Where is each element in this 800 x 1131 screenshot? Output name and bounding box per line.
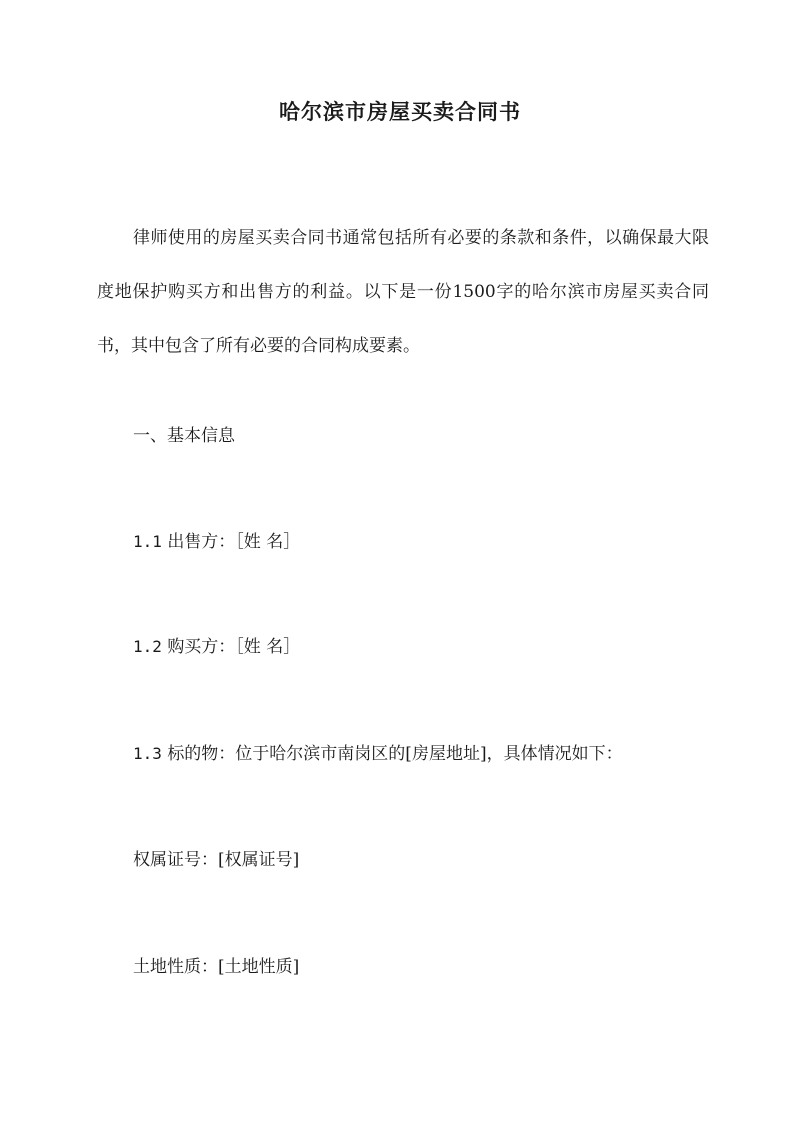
clause-seller: [133, 530, 300, 554]
clause-number: 1.3: [133, 744, 162, 763]
field-title-certificate: 权属证号：[权属证号]: [133, 850, 300, 870]
clause-buyer: [133, 635, 300, 659]
clause-subject-property: [133, 742, 623, 766]
clause-text: 出售方：［姓 名］: [167, 532, 301, 552]
field-land-nature: 土地性质：[土地性质]: [133, 957, 300, 977]
intro-paragraph: 律师使用的房屋买卖合同书通常包括所有必要的条款和条件，以确保最大限度地保护购买方和出售方的利益。以下是一份1500字的哈尔滨市房屋买卖合同书，其中包含了所有必要的合同构成要素。: [97, 228, 709, 356]
document-title: 哈尔滨市房屋买卖合同书: [279, 99, 521, 124]
clause-text: 购买方：［姓 名］: [167, 637, 301, 657]
clause-text: 标的物：位于哈尔滨市南岗区的[房屋地址]，具体情况如下：: [167, 744, 623, 764]
section-heading-basic-info: 一、基本信息: [133, 426, 235, 446]
clause-number: 1.2: [133, 637, 162, 656]
clause-number: 1.1: [133, 532, 162, 551]
